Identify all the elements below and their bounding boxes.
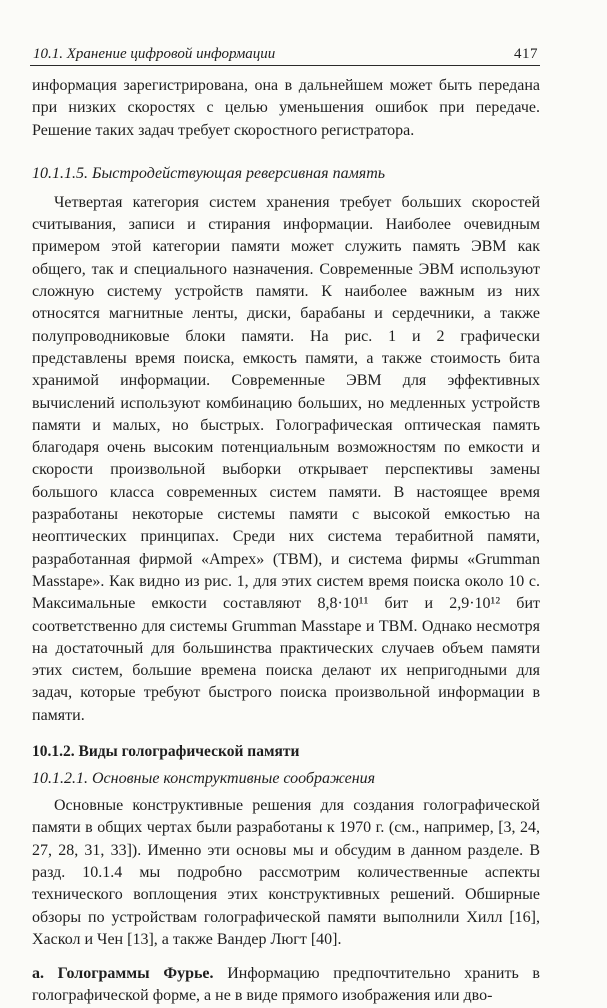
page-number: 417: [514, 46, 538, 62]
fourier-holograms-paragraph: [32, 963, 540, 1008]
section-heading-10-1-2: 10.1.2. Виды голографической памяти: [32, 743, 300, 761]
section-paragraph-10-1-1-5: Четвертая категория систем хранения требует больших скоростей считывания, записи и стирания информации. Наиболее очевидным примером этой категории памяти может служить память ЭВМ как общего, так и специального назначения. Современные ЭВМ используют сложную систему устройств памяти. К наиболее важным из них относятся магнитные ленты, диски, барабаны и сердечники, а также полупроводниковые блоки памяти. На рис. 1 и 2 графически представлены время поиска, емкость памяти, а также стоимость бита хранимой информации. Современные ЭВМ для эффективных вычислений используют комбинацию больших, но медленных устройств памяти и малых, но быстрых. Голографическая оптическая память благодаря очень высоким потенциальным возможностям по емкости и скорости произвольной выборки открывает перспективы замены большого класса современных систем памяти. В настоящее время разработаны некоторые системы памяти с высокой емкостью на неоптических принципах. Среди них система терабитной памяти, разработанная фирмой «Ampex» (ТВМ), и система фирмы «Grumman Masstape». Как видно из рис. 1, для этих систем время поиска около 10 с. Максимальные емкости составляют 8,8·10¹¹ бит и 2,9·10¹² бит соответственно для системы Grumman Masstape и ТВМ. Однако несмотря на достаточный для большинства практических случаев объем памяти этих систем, большие времена поиска делают их непригодными для задач, которые требуют быстрого поиска произвольной информации в памяти.: [32, 193, 540, 724]
fourier-text: Информацию предпочтительно хранить в голографической форме, а не в виде прямого изображения или дво-: [32, 965, 540, 1005]
section-heading-10-1-1-5: 10.1.1.5. Быстродействующая реверсивная память: [32, 164, 386, 182]
section-heading-10-1-2-1: 10.1.2.1. Основные конструктивные соображения: [32, 770, 376, 788]
page-body: [32, 73, 540, 1008]
section-paragraph-10-1-2-1: Основные конструктивные решения для создания голографической памяти в общих чертах были разработаны к 1970 г. (см., например, [3, 24, 27, 28, 31, 33]). Именно эти основы мы и обсудим в данном разделе. В разд. 10.1.4 мы подробно рассмотрим количественные аспекты технического воплощения этих конструктивных решений. Обширные обзоры по устройствам голографической памяти выполнили Хилл [16], Хаскол и Чен [13], а также Вандер Люгт [40].: [32, 797, 540, 948]
running-head: 10.1. Хранение цифровой информации: [33, 46, 276, 62]
continuation-paragraph: информация зарегистрирована, она в дальнейшем может быть передана при низких скоростях с целью уменьшения ошибок при передаче. Решение таких задач требует скоростного регистратора.: [32, 77, 540, 139]
header-rule: [30, 65, 540, 66]
run-in-heading: а. Голограммы Фурье.: [32, 965, 214, 983]
